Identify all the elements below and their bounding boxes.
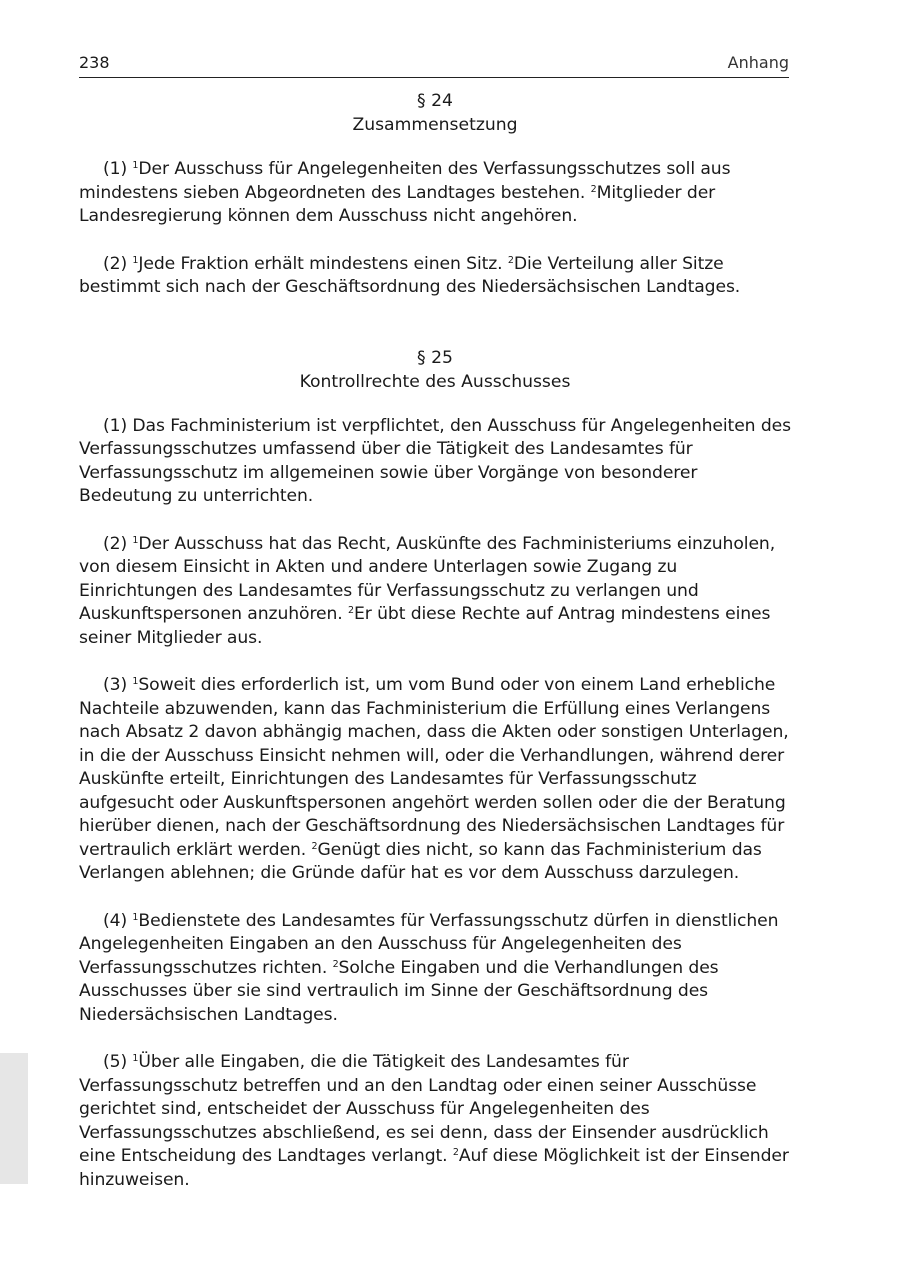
page-body xyxy=(79,89,791,1192)
section-number: § 24 xyxy=(417,91,453,111)
paragraph-label: (3) xyxy=(103,675,128,695)
sentence: Die Verteilung aller Sitze bestimmt sich nach der Geschäftsordnung des Niedersächsischen Landtages. xyxy=(79,253,741,297)
sentence-number: 1 xyxy=(132,160,139,171)
sentence-number: 1 xyxy=(132,534,139,546)
sentence-number: 2 xyxy=(590,183,597,195)
sentence-number: 2 xyxy=(507,254,514,266)
sentence-number: 1 xyxy=(132,254,139,266)
sentence: Bedienstete des Landesamtes für Verfassungsschutz dürfen in dienstlichen Angelegenheiten Eingaben an den Ausschuss für Angelegenheiten des Verfassungsschutzes richten. xyxy=(79,910,779,978)
sentence: Der Ausschuss hat das Recht, Auskünfte des Fachministeriums einzuholen, von diesem Einsicht in Akten und andere Unterlagen sowie Zugang zu Einrichtungen des Landesamtes für Verfassungsschutz zu verlangen und Auskunftspersonen anzuhören. xyxy=(79,533,776,624)
sentence: Mitglieder der Landesregierung können dem Ausschuss nicht angehören. xyxy=(79,182,716,226)
sentence-number: 1 xyxy=(132,676,139,687)
sentence: Auf diese Möglichkeit ist der Einsender hinzuweisen. xyxy=(79,1146,789,1190)
paragraph xyxy=(79,415,791,509)
page-number: 238 xyxy=(79,53,110,72)
paragraph xyxy=(79,533,791,651)
sentence-number: 2 xyxy=(311,840,318,852)
sentence-number: 2 xyxy=(348,605,354,616)
paragraph-label: (1) xyxy=(103,415,128,436)
paragraph-label: (4) xyxy=(103,910,128,931)
sentence: Der Ausschuss für Angelegenheiten des Verfassungsschutzes soll aus mindestens sieben Abgeordneten des Landtages bestehen. xyxy=(79,159,731,203)
section-heading xyxy=(79,89,791,137)
paragraph-label: (2) xyxy=(103,533,128,554)
section-title: Kontrollrechte des Ausschusses xyxy=(299,371,571,392)
sentence-number: 1 xyxy=(132,1053,139,1064)
section-heading xyxy=(79,346,791,394)
thumb-index-tab xyxy=(0,1053,28,1184)
sentence: Genügt dies nicht, so kann das Fachministerium das Verlangen ablehnen; die Gründe dafür hat es vor dem Ausschuss darzulegen. xyxy=(79,839,762,883)
sentence-number: 2 xyxy=(332,958,339,970)
sentence: Solche Eingaben und die Verhandlungen des Ausschusses über sie sind vertraulich im Sinne der Geschäftsordnung des Niedersächsischen Landtages. xyxy=(79,957,719,1025)
section-number: § 25 xyxy=(417,347,453,368)
paragraph xyxy=(79,910,791,1028)
sentence: Über alle Eingaben, die die Tätigkeit des Landesamtes für Verfassungsschutz betreffen und an den Landtag oder einen seiner Ausschüsse gerichtet sind, entscheidet der Ausschuss für Angelegenheiten des Verfassungsschutzes abschließend, es sei denn, dass der Einsender ausdrücklich eine Entscheidung des Landtages verlangt. xyxy=(79,1052,769,1166)
sentence: Soweit dies erforderlich ist, um vom Bund oder von einem Land erhebliche Nachteile abzuwenden, kann das Fachministerium die Erfüllung eines Verlangens nach Absatz 2 davon abhängig machen, dass die Akten oder sonstigen Unterlagen, in die der Ausschuss Einsicht nehmen will, oder die Verhandlungen, während derer Auskünfte erteilt, Einrichtungen des Landesamtes für Verfassungsschutz aufgesucht oder Auskunftspersonen angehört werden sollen oder die der Beratung hierüber dienen, nach der Geschäftsordnung des Niedersächsischen Landtages für vertraulich erklärt werden. xyxy=(79,675,789,860)
paragraph xyxy=(79,253,791,300)
sentence: Er übt diese Rechte auf Antrag mindestens eines seiner Mitglieder aus. xyxy=(79,604,771,648)
paragraph xyxy=(79,158,791,229)
section-title: Zusammensetzung xyxy=(352,115,518,135)
paragraph xyxy=(79,1051,791,1192)
paragraph xyxy=(79,674,791,886)
paragraph-label: (5) xyxy=(103,1052,128,1072)
sentence: Das Fachministerium ist verpflichtet, den Ausschuss für Angelegenheiten des Verfassungsschutzes umfassend über die Tätigkeit des Landesamtes für Verfassungsschutz im allgemeinen sowie über Vorgänge von besonderer Bedeutung zu unterrichten. xyxy=(79,415,791,506)
sentence-number: 1 xyxy=(132,911,139,923)
sentence-number: 2 xyxy=(452,1147,459,1158)
page-header xyxy=(79,53,789,78)
paragraph-label: (2) xyxy=(103,253,128,274)
running-head: Anhang xyxy=(727,53,789,72)
sentence: Jede Fraktion erhält mindestens einen Sitz. xyxy=(138,253,508,274)
paragraph-label: (1) xyxy=(103,159,128,179)
